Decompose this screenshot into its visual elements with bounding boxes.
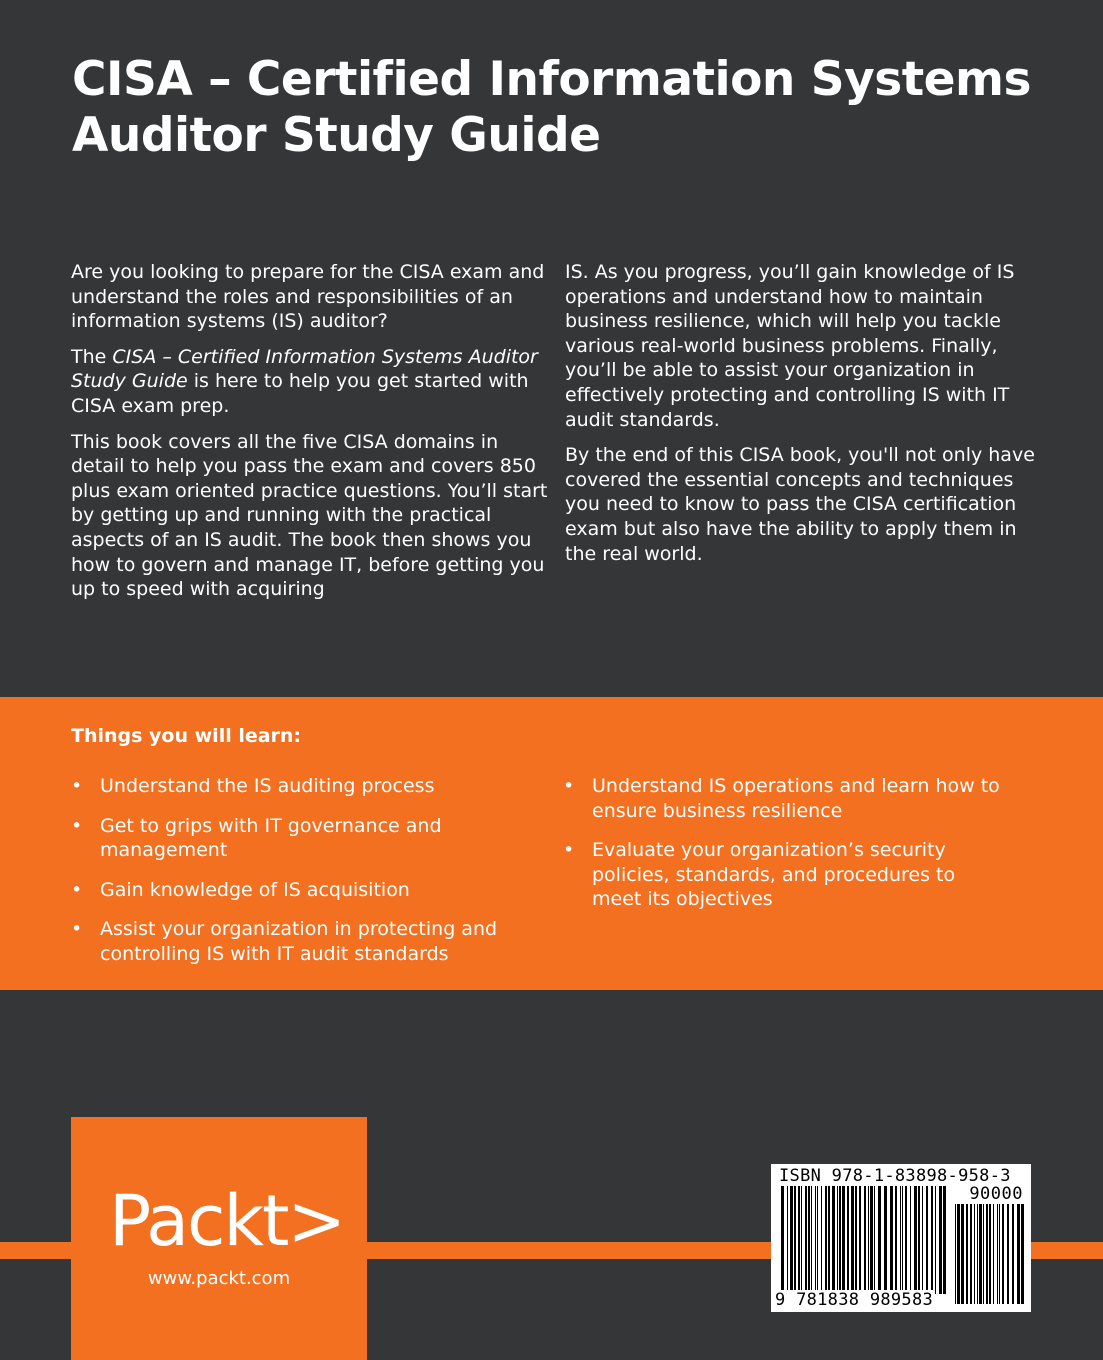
barcode-bar [931, 1186, 933, 1294]
barcode-bar [935, 1186, 936, 1294]
barcode-bar [825, 1186, 827, 1294]
description-paragraph: By the end of this CISA book, you'll not only have covered the essential concepts and techniques you need to know to pass the CISA certification exam but also have the ability to apply them in the real world. [565, 444, 1035, 565]
barcode-bar [914, 1186, 917, 1294]
barcode-bar [926, 1186, 928, 1294]
barcode-bars [781, 1186, 946, 1294]
barcode-bar [905, 1186, 907, 1294]
list-item [563, 838, 1003, 912]
barcode-bar [815, 1186, 816, 1294]
learn-heading: Things you will learn: [71, 725, 302, 747]
barcode-bar [808, 1186, 810, 1294]
barcode-bar [961, 1204, 964, 1304]
barcode-bar [974, 1204, 975, 1304]
barcode-bar [943, 1186, 946, 1294]
barcode-bar [884, 1186, 887, 1294]
barcode-bar [878, 1186, 881, 1294]
barcode-bar [870, 1186, 873, 1294]
isbn-barcode [771, 1164, 1031, 1312]
list-item [563, 774, 1003, 823]
list-item [71, 878, 541, 903]
isbn-label: ISBN 978-1-83898-958-3 [779, 1166, 1011, 1186]
bullet-icon: • [71, 918, 83, 940]
bullet-icon: • [71, 775, 83, 797]
barcode-bar [902, 1186, 903, 1294]
barcode-bar [910, 1186, 911, 1294]
list-item-text: Get to grips with IT governance and management [100, 814, 442, 861]
barcode-addon-bars [955, 1204, 1025, 1304]
barcode-bar [781, 1186, 784, 1294]
barcode-bar [801, 1186, 802, 1294]
barcode-bar [832, 1186, 835, 1294]
suffix-text: is here to help you get started with CISA exam prep. [71, 370, 529, 417]
description-right-column [565, 260, 1040, 577]
barcode-bar [989, 1204, 991, 1304]
barcode-bar [986, 1204, 988, 1304]
barcode-bar [847, 1186, 849, 1294]
list-item-text: Evaluate your organization’s security policies, standards, and procedures to meet its objectives [592, 839, 956, 910]
barcode-bar [979, 1204, 982, 1304]
book-title: CISA – Certified Information Systems Auditor Study Guide [72, 52, 1031, 163]
list-item-text: Assist your organization in protecting and controlling IS with IT audit standards [100, 918, 498, 965]
barcode-bar [900, 1186, 901, 1294]
barcode-number: 9 781838 989583 [775, 1290, 934, 1310]
barcode-bar [794, 1186, 796, 1294]
barcode-bar [855, 1186, 857, 1294]
learn-list-right [563, 774, 1003, 927]
barcode-bar [997, 1204, 998, 1304]
barcode-bar [895, 1186, 897, 1294]
barcode-bar [828, 1186, 830, 1294]
barcode-bar [805, 1186, 807, 1294]
barcode-bar [918, 1186, 920, 1294]
barcode-bar [970, 1204, 972, 1304]
barcode-bar [842, 1186, 845, 1294]
barcode-bar [1007, 1204, 1009, 1304]
barcode-bar [966, 1204, 968, 1304]
bullet-icon: • [71, 878, 83, 901]
description-paragraph: IS. As you progress, you’ll gain knowledge of IS operations and understand how to maintain business resilience, which will help you tackle various real-world business problems. Finally, you’ll be able to assist your organization in effectively protecting and controlling IS with IT audit standards. [565, 261, 1015, 431]
italic-book-title: CISA – Certified Information Systems Auditor Study Guide [71, 345, 538, 393]
description-paragraph: Are you looking to prepare for the CISA exam and understand the roles and responsibilities of an information systems (IS) auditor? [71, 261, 545, 333]
price-addon-label: 90000 [969, 1184, 1023, 1204]
barcode-bar [811, 1186, 812, 1294]
barcode-bar [957, 1204, 960, 1304]
barcode-bar [787, 1186, 788, 1294]
prefix-text: The [71, 345, 113, 368]
barcode-bar [1002, 1204, 1004, 1304]
barcode-bar [859, 1186, 861, 1294]
list-item [71, 814, 541, 863]
list-item [71, 774, 541, 799]
barcode-bar [890, 1186, 893, 1294]
description-paragraph [71, 345, 551, 419]
barcode-bar [1021, 1204, 1024, 1304]
barcode-bar [1017, 1204, 1020, 1304]
barcode-bar [798, 1186, 800, 1294]
barcode-bar [821, 1186, 822, 1294]
list-item [71, 917, 541, 966]
barcode-bar [874, 1186, 875, 1294]
barcode-bar [817, 1186, 818, 1294]
barcode-bar [1012, 1204, 1014, 1304]
bullet-icon: • [563, 839, 575, 861]
bullet-icon: • [563, 775, 575, 797]
barcode-bar [939, 1186, 942, 1294]
list-item-text: Gain knowledge of IS acquisition [100, 878, 410, 901]
barcode-bar [851, 1186, 854, 1294]
list-item-text: Understand IS operations and learn how to ensure business resilience [592, 775, 1000, 822]
list-item-text: Understand the IS auditing process [100, 775, 435, 797]
bullet-icon: • [71, 814, 83, 837]
description-left-column [71, 260, 551, 613]
barcode-bar [868, 1186, 869, 1294]
description-paragraph: This book covers all the five CISA domains in detail to help you pass the exam and covers 850 plus exam oriented practice questions. You’ll start by getting up and running with the practical aspects of an IS audit. The book then shows you how to govern and manage IT, before getting you up to speed with acquiring [71, 430, 548, 601]
barcode-bar [955, 1204, 956, 1304]
barcode-bar [977, 1204, 978, 1304]
packt-logo: Packt> [109, 1180, 345, 1262]
barcode-bar [837, 1186, 838, 1294]
barcode-bar [839, 1186, 841, 1294]
barcode-bar [864, 1186, 866, 1294]
publisher-url: www.packt.com [147, 1268, 291, 1289]
publisher-logo-block [71, 1117, 367, 1360]
barcode-bar [999, 1204, 1000, 1304]
barcode-bar [790, 1186, 793, 1294]
learn-list-left [71, 774, 541, 981]
barcode-bar [983, 1204, 984, 1304]
barcode-bar [993, 1204, 994, 1304]
barcode-bar [922, 1186, 923, 1294]
